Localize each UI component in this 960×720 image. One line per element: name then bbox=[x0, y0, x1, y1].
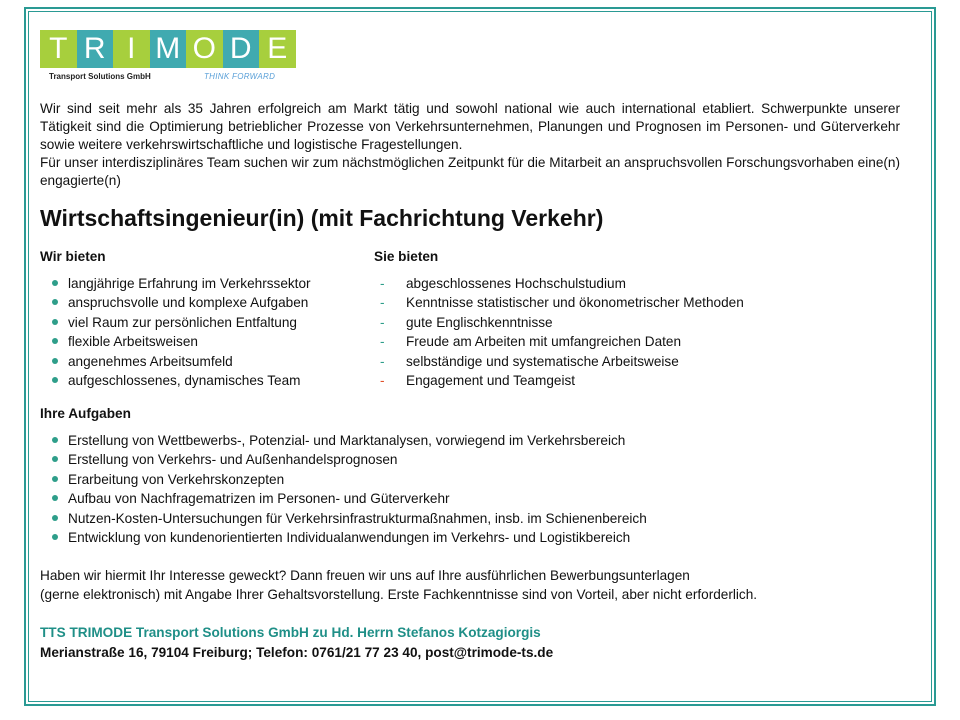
list-item bbox=[40, 274, 311, 293]
contact-company: TTS TRIMODE Transport Solutions GmbH zu Hd. Herrn Stefanos Kotzagiorgis bbox=[40, 625, 541, 640]
list-item bbox=[40, 509, 647, 528]
list-item bbox=[378, 352, 744, 371]
list-item-text: anspruchsvolle und komplexe Aufgaben bbox=[68, 295, 309, 311]
bullet-icon bbox=[52, 280, 58, 286]
list-item-text: Engagement und Teamgeist bbox=[406, 372, 576, 388]
list-item-text: Freude am Arbeiten mit umfangreichen Daten bbox=[406, 334, 682, 350]
list-item-text: flexible Arbeitsweisen bbox=[68, 334, 198, 350]
list-item bbox=[40, 293, 311, 312]
list-item bbox=[40, 431, 647, 450]
list-item bbox=[40, 332, 311, 351]
logo-slogan: THINK FORWARD bbox=[204, 72, 276, 81]
dash-icon: - bbox=[380, 276, 385, 291]
logo-letter: R bbox=[77, 30, 114, 68]
list-item bbox=[378, 371, 744, 390]
dash-icon: - bbox=[380, 314, 385, 330]
list-item-text: langjährige Erfahrung im Verkehrssektor bbox=[68, 276, 311, 291]
list-item-text: angenehmes Arbeitsumfeld bbox=[68, 353, 233, 369]
list-item-text: Aufbau von Nachfragematrizen im Personen- und Güterverkehr bbox=[68, 491, 450, 507]
contact-address: Merianstraße 16, 79104 Freiburg; Telefon: 0761/21 77 23 40, post@trimode-ts.de bbox=[40, 645, 554, 660]
intro-paragraph: Wir sind seit mehr als 35 Jahren erfolgreich am Markt tätig und sowohl national wie auch international etabliert. Schwerpunkte unserer Tätigkeit sind die Optimierung betrieblicher Prozesse von Verkehrsunternehmen, Planungen und Prognosen im Personen- und Güterverkehr sowie weitere verkehrswirtschaftliche und logistische Fragestellungen. bbox=[40, 101, 900, 152]
wir-bieten-heading: Wir bieten bbox=[40, 249, 106, 264]
job-title: Wirtschaftsingenieur(in) (mit Fachrichtung Verkehr) bbox=[40, 205, 604, 231]
logo-letter: M bbox=[150, 30, 187, 68]
list-item-text: aufgeschlossenes, dynamisches Team bbox=[68, 372, 301, 388]
list-item-text: Erstellung von Verkehrs- und Außenhandelsprognosen bbox=[68, 452, 398, 468]
closing-line: (gerne elektronisch) mit Angabe Ihrer Gehaltsvorstellung. Erste Fachkenntnisse sind von Vorteil, aber nicht erforderlich. bbox=[40, 587, 758, 602]
logo-tiles bbox=[40, 30, 300, 68]
bullet-icon bbox=[52, 299, 58, 305]
bullet-icon bbox=[52, 476, 58, 482]
aufgaben-list bbox=[40, 431, 647, 547]
closing-text bbox=[40, 566, 920, 604]
list-item-text: Entwicklung von kundenorientierten Individualanwendungen im Verkehrs- und Logistikbereich bbox=[68, 529, 631, 545]
list-item bbox=[40, 489, 647, 508]
wir-bieten-list bbox=[40, 274, 311, 390]
list-item-text: Nutzen-Kosten-Untersuchungen für Verkehrsinfrastrukturmaßnahmen, insb. im Schienenbereich bbox=[68, 510, 647, 526]
bullet-icon bbox=[52, 338, 58, 344]
bullet-icon bbox=[52, 495, 58, 501]
sie-bieten-list bbox=[378, 274, 744, 390]
bullet-icon bbox=[52, 377, 58, 383]
list-item bbox=[40, 352, 311, 371]
list-item-text: selbständige und systematische Arbeitsweise bbox=[406, 353, 679, 369]
list-item bbox=[378, 332, 744, 351]
logo-letter: I bbox=[113, 30, 150, 68]
list-item bbox=[40, 450, 647, 469]
list-item bbox=[40, 371, 311, 390]
dash-icon: - bbox=[380, 334, 385, 350]
bullet-icon bbox=[52, 358, 58, 364]
list-item-text: Kenntnisse statistischer und ökonometrischer Methoden bbox=[406, 295, 744, 311]
list-item bbox=[378, 293, 744, 312]
bullet-icon bbox=[52, 456, 58, 462]
list-item bbox=[378, 274, 744, 293]
bullet-icon bbox=[52, 534, 58, 540]
bullet-icon bbox=[52, 515, 58, 521]
logo-letter: O bbox=[186, 30, 223, 68]
aufgaben-heading: Ihre Aufgaben bbox=[40, 406, 131, 421]
list-item-text: abgeschlossenes Hochschulstudium bbox=[406, 276, 626, 291]
closing-line: Haben wir hiermit Ihr Interesse geweckt? Dann freuen wir uns auf Ihre ausführlichen Bewerbungsunterlagen bbox=[40, 568, 690, 583]
list-item-text: Erstellung von Wettbewerbs-, Potenzial- und Marktanalysen, vorwiegend im Verkehrsbereich bbox=[68, 433, 626, 448]
bullet-icon bbox=[52, 319, 58, 325]
bullet-icon bbox=[52, 437, 58, 443]
list-item bbox=[40, 313, 311, 332]
logo-letter: E bbox=[259, 30, 296, 68]
list-item-text: viel Raum zur persönlichen Entfaltung bbox=[68, 314, 297, 330]
intro-paragraph: Für unser interdisziplinäres Team suchen wir zum nächstmöglichen Zeitpunkt für die Mitarbeit an anspruchsvollen Forschungsvorhaben eine(n) engagierte(n) bbox=[40, 155, 900, 188]
list-item bbox=[40, 470, 647, 489]
dash-icon: - bbox=[380, 295, 385, 311]
logo-letter: T bbox=[40, 30, 77, 68]
dash-icon: - bbox=[380, 353, 385, 369]
logo-subtitle: Transport Solutions GmbH bbox=[49, 72, 151, 81]
logo-letter: D bbox=[223, 30, 260, 68]
list-item-text: gute Englischkenntnisse bbox=[406, 314, 553, 330]
list-item bbox=[40, 528, 647, 547]
company-logo bbox=[40, 30, 300, 86]
list-item-text: Erarbeitung von Verkehrskonzepten bbox=[68, 471, 285, 487]
intro-text bbox=[40, 100, 900, 190]
sie-bieten-heading: Sie bieten bbox=[374, 249, 439, 264]
list-item bbox=[378, 313, 744, 332]
dash-icon: - bbox=[380, 372, 385, 388]
